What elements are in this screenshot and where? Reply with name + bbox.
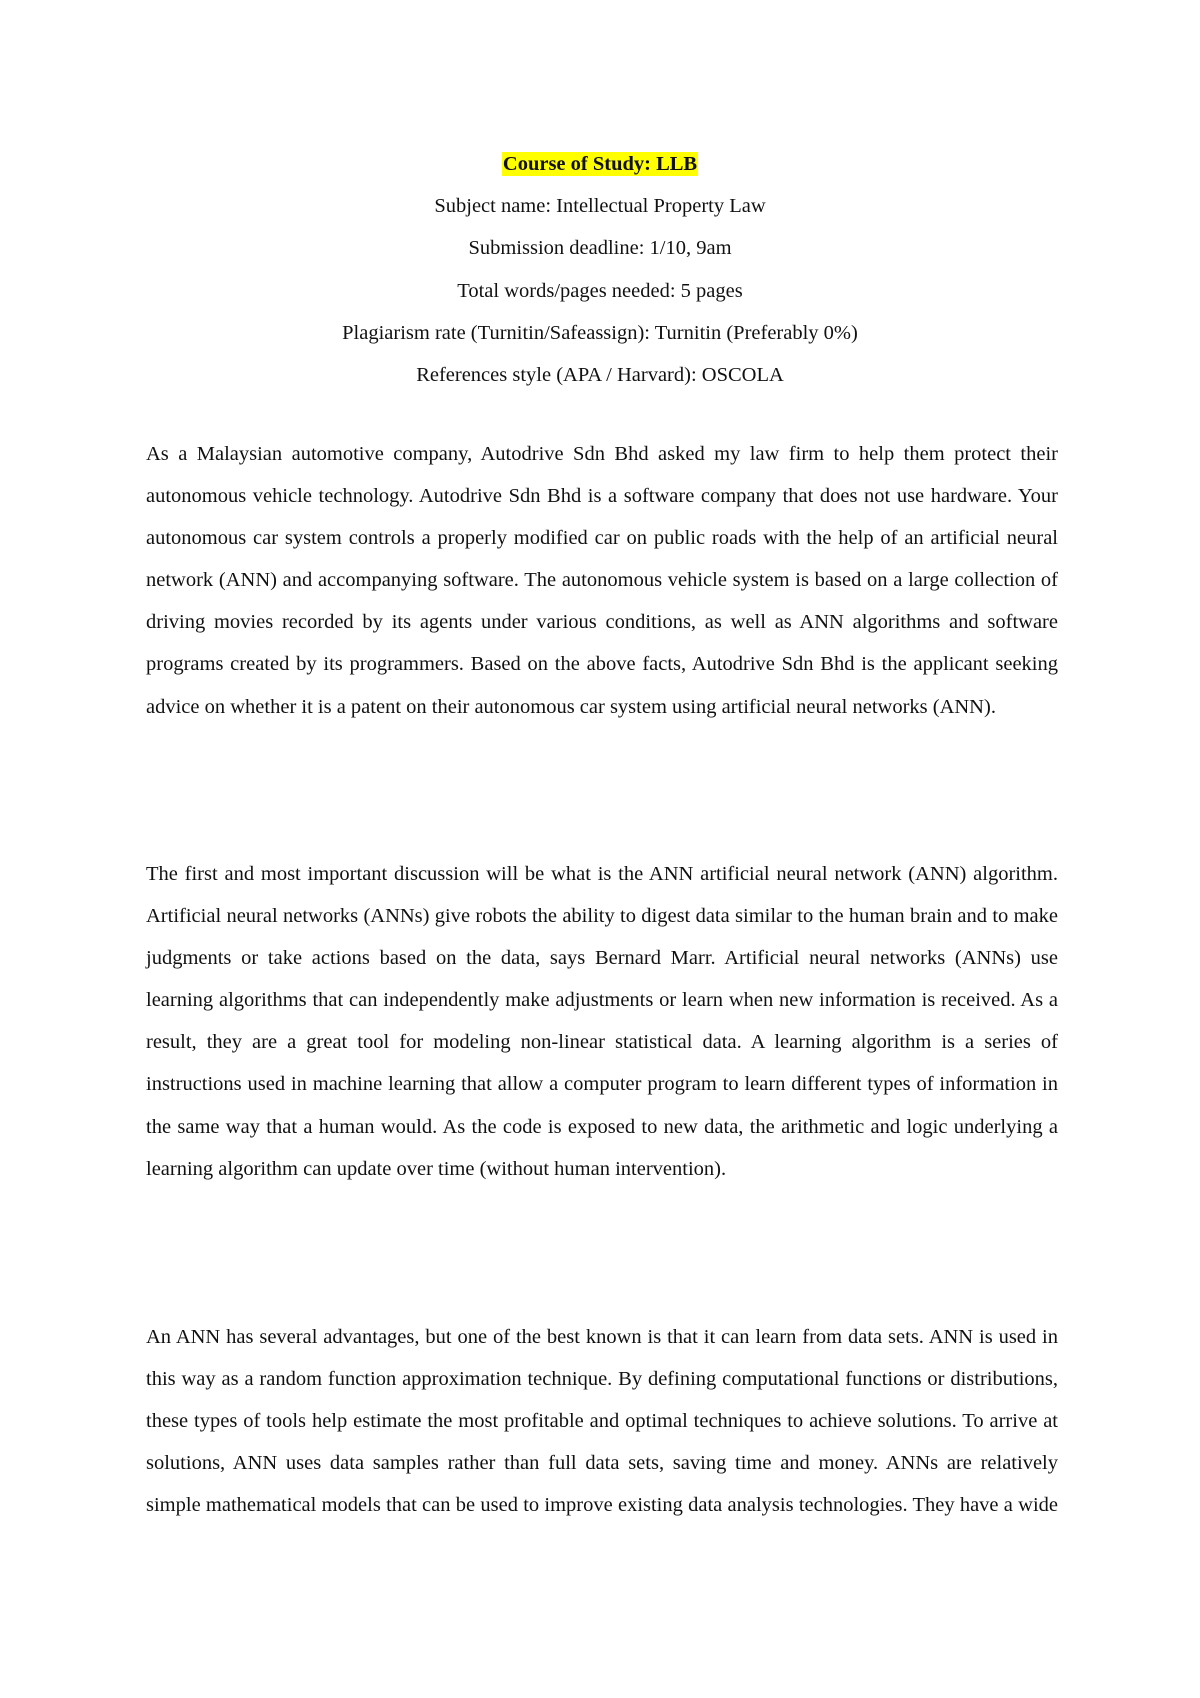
- body-paragraph-1: As a Malaysian automotive company, Autodrive Sdn Bhd asked my law firm to help them protect their autonomous vehicle technology. Autodrive Sdn Bhd is a software company that does not use hardware. Your autonomous car system controls a properly modified car on public roads with the help of an artificial neural network (ANN) and accompanying software. The autonomous vehicle system is based on a large collection of driving movies recorded by its agents under various conditions, as well as ANN algorithms and software programs created by its programmers. Based on the above facts, Autodrive Sdn Bhd is the applicant seeking advice on whether it is a patent on their autonomous car system using artificial neural networks (ANN).: [146, 443, 1058, 718]
- body-paragraph-2: The first and most important discussion will be what is the ANN artificial neural network (ANN) algorithm. Artificial neural networks (ANNs) give robots the ability to digest data similar to the human brain and to make judgments or take actions based on the data, says Bernard Marr. Artificial neural networks (ANNs) use learning algorithms that can independently make adjustments or learn when new information is received. As a result, they are a great tool for modeling non-linear statistical data. A learning algorithm is a series of instructions used in machine learning that allow a computer program to learn different types of information in the same way that a human would. As the code is exposed to new data, the arithmetic and logic underlying a learning algorithm can update over time (without human intervention).: [146, 863, 1058, 1180]
- plagiarism-rate-line: Plagiarism rate (Turnitin/Safeassign): Turnitin (Preferably 0%): [342, 321, 858, 344]
- body-paragraph-3: An ANN has several advantages, but one of the best known is that it can learn from data sets. ANN is used in this way as a random function approximation technique. By defining computational functions or distributions, these types of tools help estimate the most profitable and optimal techniques to achieve solutions. To arrive at solutions, ANN uses data samples rather than full data sets, saving time and money. ANNs are relatively simple mathematical models that can be used to improve existing data analysis technologies. They have a wide: [146, 1326, 1058, 1517]
- course-line: [0, 143, 1200, 185]
- submission-deadline-line: Submission deadline: 1/10, 9am: [468, 237, 732, 260]
- subject-name-line: Subject name: Intellectual Property Law: [434, 195, 766, 218]
- references-style-line: References style (APA / Harvard): OSCOLA: [416, 364, 784, 387]
- total-words-line: Total words/pages needed: 5 pages: [457, 279, 743, 302]
- body-paragraph-3-container: [146, 1316, 1058, 1568]
- assignment-header: [0, 143, 1200, 396]
- course-of-study-title: Course of Study: LLB: [502, 153, 698, 175]
